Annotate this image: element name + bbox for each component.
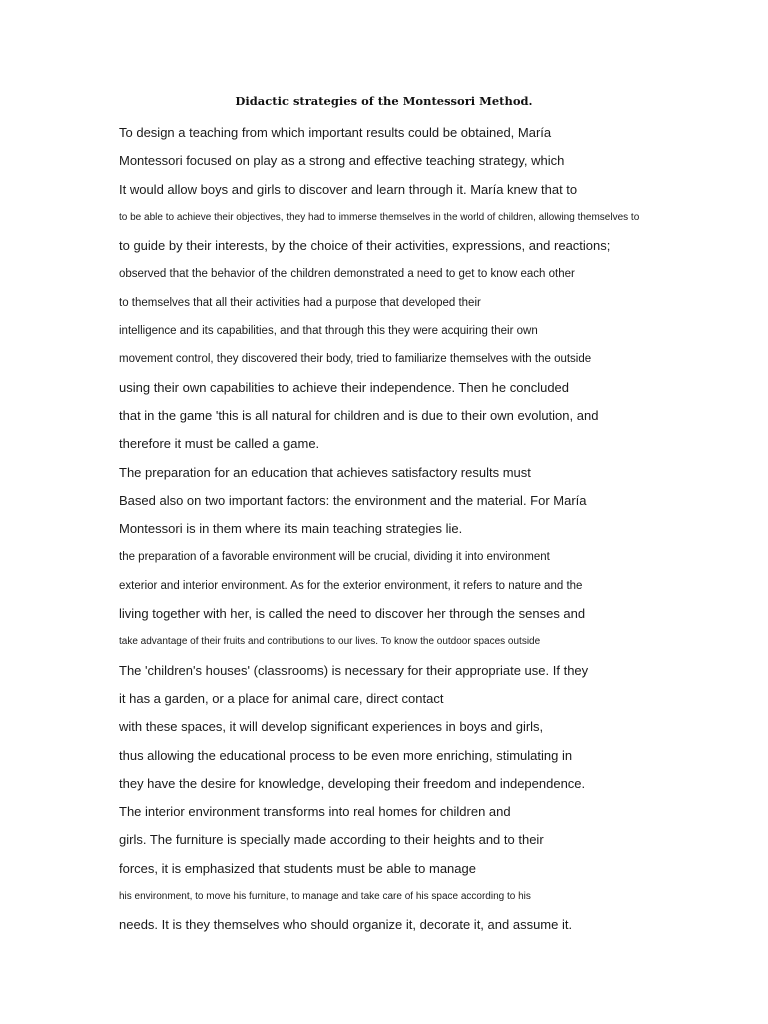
body-line: they have the desire for knowledge, developing their freedom and independence. <box>119 775 586 791</box>
body-line: girls. The furniture is specially made according to their heights and to their <box>119 832 544 848</box>
body-line: observed that the behavior of the children demonstrated a need to get to know each other <box>119 268 575 281</box>
body-line: living together with her, is called the need to discover her through the senses and <box>119 606 586 622</box>
body-line: intelligence and its capabilities, and that through this they were acquiring their own <box>119 325 538 338</box>
document-title: Didactic strategies of the Montessori Method. <box>235 94 533 108</box>
body-line: to be able to achieve their objectives, they had to immerse themselves in the world of children, allowing themselves to <box>119 211 640 223</box>
body-line: therefore it must be called a game. <box>119 436 320 452</box>
body-line: to guide by their interests, by the choice of their activities, expressions, and reactions; <box>119 238 611 254</box>
body-line: needs. It is they themselves who should organize it, decorate it, and assume it. <box>119 917 573 933</box>
body-line: it has a garden, or a place for animal care, direct contact <box>119 690 444 706</box>
body-line: exterior and interior environment. As for the exterior environment, it refers to nature and the <box>119 579 583 592</box>
body-line: It would allow boys and girls to discover and learn through it. María knew that to <box>119 181 578 197</box>
body-line: his environment, to move his furniture, to manage and take care of his space according to his <box>119 891 531 903</box>
body-line: The interior environment transforms into real homes for children and <box>119 804 511 820</box>
body-line: The preparation for an education that achieves satisfactory results must <box>119 464 531 480</box>
body-line: take advantage of their fruits and contributions to our lives. To know the outdoor spaces outside <box>119 636 541 648</box>
body-line: To design a teaching from which important results could be obtained, María <box>119 125 552 140</box>
body-line: Based also on two important factors: the environment and the material. For María <box>119 492 587 508</box>
body-line: movement control, they discovered their body, tried to familiarize themselves with the outside <box>119 353 592 366</box>
body-line: Montessori focused on play as a strong and effective teaching strategy, which <box>119 153 565 169</box>
body-line: Montessori is in them where its main teaching strategies lie. <box>119 521 463 537</box>
body-line: using their own capabilities to achieve their independence. Then he concluded <box>119 379 570 395</box>
body-line: The 'children's houses' (classrooms) is necessary for their appropriate use. If they <box>119 662 589 678</box>
body-line: thus allowing the educational process to be even more enriching, stimulating in <box>119 747 573 763</box>
body-line: to themselves that all their activities had a purpose that developed their <box>119 296 481 309</box>
body-line: with these spaces, it will develop significant experiences in boys and girls, <box>119 719 544 735</box>
body-line: the preparation of a favorable environment will be crucial, dividing it into environment <box>119 551 550 564</box>
body-line: that in the game 'this is all natural for children and is due to their own evolution, and <box>119 407 599 423</box>
document-body <box>119 119 739 940</box>
body-line: forces, it is emphasized that students must be able to manage <box>119 860 476 876</box>
